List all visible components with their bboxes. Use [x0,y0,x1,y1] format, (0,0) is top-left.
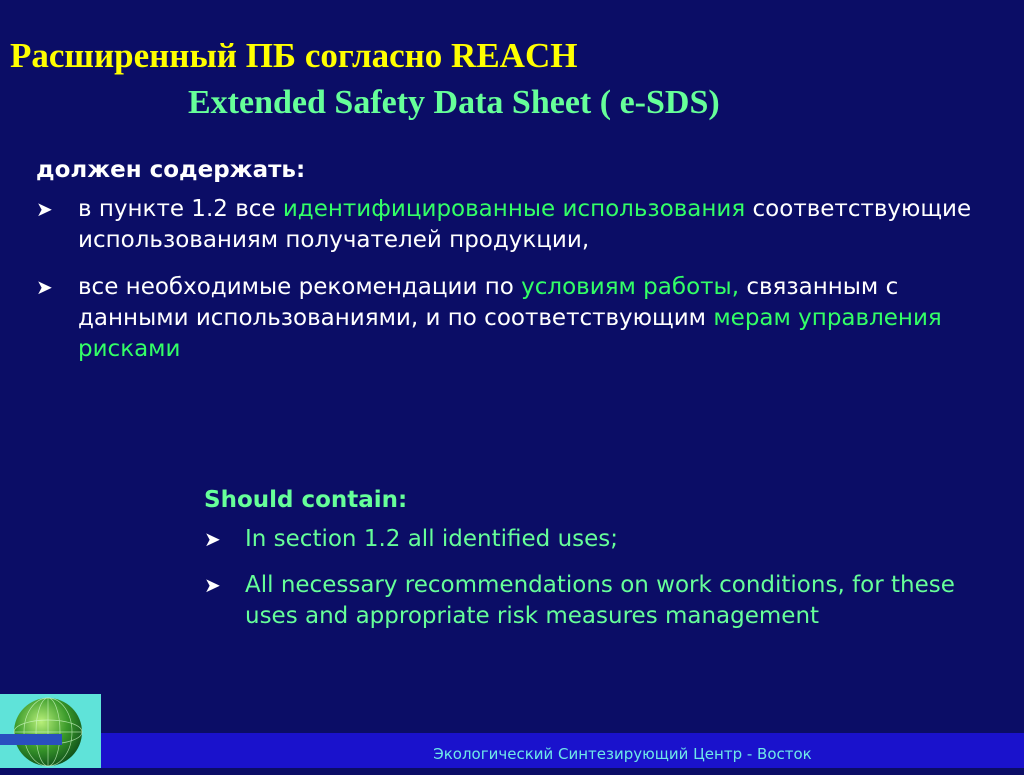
english-heading: Should contain: [204,487,408,513]
bullet-text: в пункте 1.2 все [78,196,283,222]
arrow-bullet-icon: ➤ [204,527,221,551]
bullet-text: All necessary recommendations on work conditions, for these uses and appropriate risk measures management [245,572,955,629]
bullet-text: все необходимые рекомендации по [78,274,522,300]
footer-bar [101,733,1024,768]
footer-text: Экологический Синтезирующий Центр - Восток [433,745,812,763]
arrow-bullet-icon: ➤ [204,573,221,597]
title-english: Extended Safety Data Sheet ( e-SDS) [188,84,720,121]
bullet-text: In section 1.2 all identified uses; [245,526,619,552]
arrow-bullet-icon: ➤ [36,275,53,299]
bullet-text: соответствующие использованиям получателей продукции, [78,196,972,253]
bullet-highlight: мерам управления рисками [78,305,942,362]
english-bullet-1 [204,524,1004,555]
english-content [204,484,1004,632]
bullet-highlight: идентифицированные использования [282,196,746,222]
russian-bullet-1 [36,194,996,256]
globe-icon [0,694,101,768]
bullet-highlight: условиям работы [521,274,732,300]
bullet-text: связанным с данными использованиями, и по соответствующим [78,274,899,331]
russian-content [36,154,996,365]
logo [0,694,101,768]
arrow-bullet-icon: ➤ [36,197,53,221]
english-bullet-2 [204,570,1004,632]
bullet-punct: , [731,274,740,300]
russian-heading: должен содержать: [36,157,306,183]
title-russian: Расширенный ПБ согласно REACH [10,36,578,75]
russian-bullet-2 [36,272,996,365]
